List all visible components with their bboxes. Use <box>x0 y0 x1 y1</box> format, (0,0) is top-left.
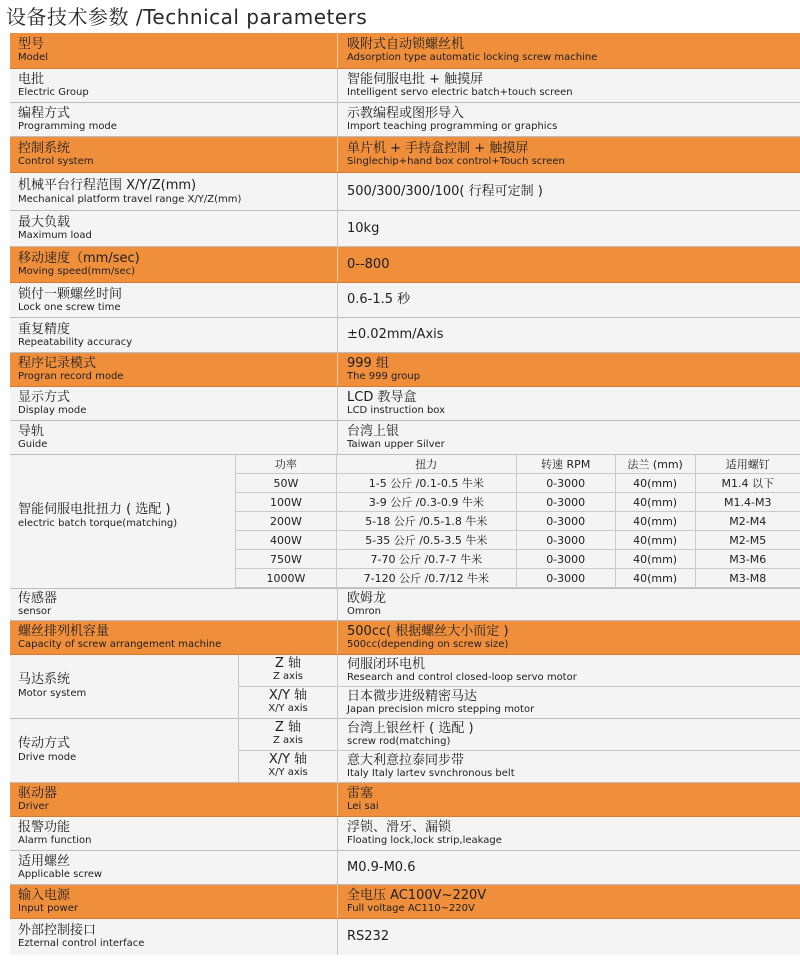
row-label-en: Electric Group <box>18 87 89 98</box>
page-title: 设备技术参数 /Technical parameters <box>6 5 368 29</box>
row-value-en: Import teaching programming or graphics <box>347 121 558 132</box>
row-label-en: Motor system <box>18 688 87 699</box>
row-label-en: Ezternal control interface <box>18 938 145 949</box>
row-value: 10kg <box>347 221 380 236</box>
row-value: 0--800 <box>347 257 390 272</box>
spec-row-repeatability <box>10 318 800 353</box>
row-value-cn: 雷塞 <box>347 786 374 801</box>
row-value-en: The 999 group <box>347 371 421 382</box>
table-cell: 40(mm) <box>615 531 695 550</box>
row-label-en: Guide <box>18 439 48 450</box>
motor-xy-value-en: Japan precision micro stepping motor <box>347 704 535 715</box>
row-value: 500/300/300/100( 行程可定制 ) <box>347 184 543 199</box>
table-cell: 7-120 公斤 /0.7/12 牛米 <box>336 569 516 588</box>
table-cell: 100W <box>236 493 337 512</box>
table-row <box>236 512 800 531</box>
row-label-cn: 重复精度 <box>18 322 71 337</box>
table-cell: 400W <box>236 531 337 550</box>
row-label-cn: 传动方式 <box>18 736 71 751</box>
row-value-en: Full voltage AC110~220V <box>347 903 475 914</box>
spec-row-lock-time <box>10 283 800 318</box>
table-cell: 0-3000 <box>516 569 615 588</box>
spec-row-motor-system <box>10 655 800 719</box>
spec-row-moving-speed <box>10 247 800 283</box>
row-value-cn: 全电压 AC100V~220V <box>347 888 487 903</box>
row-value-en: Omron <box>347 606 381 617</box>
table-cell: 750W <box>236 550 337 569</box>
row-value-en: Floating lock,lock strip,leakage <box>347 835 502 846</box>
spec-row-guide <box>10 421 800 455</box>
row-value-en: Adsorption type automatic locking screw machine <box>347 52 598 63</box>
motor-xy-value-cn: 日本微步进级精密马达 <box>347 689 478 704</box>
row-value: 0.6-1.5 秒 <box>347 292 411 307</box>
spec-row-driver <box>10 783 800 817</box>
row-value-en: Taiwan upper Silver <box>347 439 445 450</box>
row-value-cn: 智能伺服电批 + 触摸屏 <box>347 72 484 87</box>
axis-label-en: Z axis <box>272 735 304 746</box>
row-value-cn: 台湾上银 <box>347 424 400 439</box>
row-label-cn: 螺丝排列机容量 <box>18 624 110 639</box>
table-cell: M2-M5 <box>695 531 800 550</box>
row-label-cn: 移动速度（mm/sec) <box>18 251 140 266</box>
row-value-cn: LCD 教导盒 <box>347 390 417 405</box>
row-value-en: LCD instruction box <box>347 405 446 416</box>
table-row <box>236 531 800 550</box>
table-cell: 40(mm) <box>615 550 695 569</box>
row-value-cn: 999 组 <box>347 356 389 371</box>
table-cell: 3-9 公斤 /0.3-0.9 牛米 <box>336 493 516 512</box>
torque-header-cell: 功率 <box>236 455 337 474</box>
table-row <box>236 569 800 588</box>
table-cell: 5-35 公斤 /0.5-3.5 牛米 <box>336 531 516 550</box>
row-label-en: Moving speed(mm/sec) <box>18 266 136 277</box>
motor-z-axis-label <box>238 656 338 683</box>
row-label-en: sensor <box>18 606 52 617</box>
torque-header-cell: 转速 RPM <box>516 455 615 474</box>
torque-header-cell: 法兰 (mm) <box>615 455 695 474</box>
torque-label-en: electric batch torque(matching) <box>18 518 178 529</box>
row-value-en: 500cc(depending on screw size) <box>347 639 509 650</box>
row-value-cn: 吸附式自动锁螺丝机 <box>347 37 465 52</box>
axis-label-en: X/Y axis <box>268 767 308 778</box>
table-row <box>236 474 800 493</box>
spec-row-maximum-load <box>10 211 800 247</box>
axis-label-cn: Z 轴 <box>274 656 302 671</box>
table-cell: 0-3000 <box>516 531 615 550</box>
table-cell: 7-70 公斤 /0.7-7 牛米 <box>336 550 516 569</box>
row-label-cn: 电批 <box>18 72 45 87</box>
row-value-cn: 500cc( 根据螺丝大小而定 ) <box>347 624 509 639</box>
row-value: M0.9-M0.6 <box>347 860 416 875</box>
drive-xy-value-en: Italy Italy lartev svnchronous belt <box>347 768 515 779</box>
row-label-cn: 编程方式 <box>18 106 71 121</box>
table-cell: 40(mm) <box>615 474 695 493</box>
row-label-en: Driver <box>18 801 49 812</box>
axis-label-cn: X/Y 轴 <box>268 688 308 703</box>
table-cell: 200W <box>236 512 337 531</box>
row-label-en: Drive mode <box>18 752 77 763</box>
row-label-cn: 最大负载 <box>18 215 71 230</box>
row-label-en: Model <box>18 52 49 63</box>
table-cell: M1.4-M3 <box>695 493 800 512</box>
table-cell: 40(mm) <box>615 512 695 531</box>
row-value-cn: 单片机 + 手持盒控制 + 触摸屏 <box>347 141 529 156</box>
row-label-cn: 驱动器 <box>18 786 58 801</box>
spec-row-applicable-screw <box>10 851 800 885</box>
row-label-cn: 适用螺丝 <box>18 854 71 869</box>
spec-row-model <box>10 33 800 69</box>
row-label-cn: 型号 <box>18 37 45 52</box>
motor-z-value-en: Research and control closed-loop servo motor <box>347 672 577 683</box>
table-cell: 1000W <box>236 569 337 588</box>
spec-row-external-interface <box>10 919 800 955</box>
axis-label-en: Z axis <box>272 671 304 682</box>
row-value-cn: 示教编程或图形导入 <box>347 106 465 121</box>
row-label-en: Maximum load <box>18 230 92 241</box>
row-value-en: Singlechip+hand box control+Touch screen <box>347 156 565 167</box>
row-label-en: Progran record mode <box>18 371 124 382</box>
row-label-cn: 锁付一颗螺丝时间 <box>18 287 123 302</box>
row-label-cn: 导轨 <box>18 424 45 439</box>
table-cell: 50W <box>236 474 337 493</box>
row-label-en: Mechanical platform travel range X/Y/Z(mm) <box>18 194 242 205</box>
table-cell: M2-M4 <box>695 512 800 531</box>
spec-row-travel-range <box>10 173 800 211</box>
table-cell: 0-3000 <box>516 550 615 569</box>
torque-block <box>10 455 800 589</box>
drive-xy-axis-label <box>238 752 338 779</box>
row-label-en: Display mode <box>18 405 87 416</box>
row-label-en: Input power <box>18 903 78 914</box>
row-label-en: Control system <box>18 156 94 167</box>
axis-label-cn: X/Y 轴 <box>268 752 308 767</box>
table-cell: 0-3000 <box>516 474 615 493</box>
axis-label-cn: Z 轴 <box>274 720 302 735</box>
drive-xy-value-cn: 意大利意拉泰同步带 <box>347 753 465 768</box>
row-label-en: Lock one screw time <box>18 302 121 313</box>
row-value-en: Intelligent servo electric batch+touch screen <box>347 87 573 98</box>
row-label-en: Applicable screw <box>18 869 103 880</box>
table-cell: 5-18 公斤 /0.5-1.8 牛米 <box>336 512 516 531</box>
table-cell: M3-M8 <box>695 569 800 588</box>
torque-table <box>235 455 800 588</box>
table-row <box>236 550 800 569</box>
torque-header-row <box>236 455 800 474</box>
row-label-en: Programming mode <box>18 121 117 132</box>
row-label-cn: 马达系统 <box>18 672 71 687</box>
table-cell: 40(mm) <box>615 493 695 512</box>
motor-z-value-cn: 伺服闭环电机 <box>347 657 426 672</box>
row-value-cn: 浮锁、滑牙、漏锁 <box>347 820 452 835</box>
table-cell: 1-5 公斤 /0.1-0.5 牛米 <box>336 474 516 493</box>
drive-z-axis-label <box>238 720 338 747</box>
motor-xy-axis-label <box>238 688 338 715</box>
torque-header-cell: 适用螺钉 <box>695 455 800 474</box>
row-label-cn: 控制系统 <box>18 141 71 156</box>
spec-row-programming-mode <box>10 103 800 137</box>
table-cell: M3-M6 <box>695 550 800 569</box>
row-label-cn: 机械平台行程范围 X/Y/Z(mm) <box>18 178 197 193</box>
spec-row-control-system <box>10 137 800 173</box>
table-cell: 0-3000 <box>516 493 615 512</box>
axis-label-en: X/Y axis <box>268 703 308 714</box>
row-label-cn: 外部控制接口 <box>18 923 97 938</box>
row-label-en: Alarm function <box>18 835 92 846</box>
spec-row-input-power <box>10 885 800 919</box>
row-label-en: Repeatability accuracy <box>18 337 133 348</box>
spec-row-sensor <box>10 589 800 621</box>
drive-z-value-en: screw rod(matching) <box>347 736 451 747</box>
row-value: RS232 <box>347 929 390 944</box>
row-label-en: Capacity of screw arrangement machine <box>18 639 222 650</box>
row-label-cn: 程序记录模式 <box>18 356 97 371</box>
spec-row-drive-mode <box>10 719 800 783</box>
spec-row-display-mode <box>10 387 800 421</box>
row-value-en: Lei sai <box>347 801 379 812</box>
spec-row-capacity <box>10 621 800 655</box>
table-cell: 0-3000 <box>516 512 615 531</box>
row-label-cn: 显示方式 <box>18 390 71 405</box>
row-value-cn: 欧姆龙 <box>347 591 387 606</box>
table-cell: 40(mm) <box>615 569 695 588</box>
torque-header-cell: 扭力 <box>336 455 516 474</box>
row-value: ±0.02mm/Axis <box>347 327 444 342</box>
row-label-cn: 传感器 <box>18 591 58 606</box>
spec-row-electric-group <box>10 69 800 103</box>
table-cell: M1.4 以下 <box>695 474 800 493</box>
row-label-cn: 报警功能 <box>18 820 71 835</box>
drive-z-value-cn: 台湾上银丝杆 ( 选配 ) <box>347 721 474 736</box>
row-label-cn: 输入电源 <box>18 888 71 903</box>
spec-row-alarm-function <box>10 817 800 851</box>
spec-row-program-record <box>10 353 800 387</box>
torque-label-cn: 智能伺服电批扭力 ( 选配 ) <box>18 502 171 517</box>
table-row <box>236 493 800 512</box>
